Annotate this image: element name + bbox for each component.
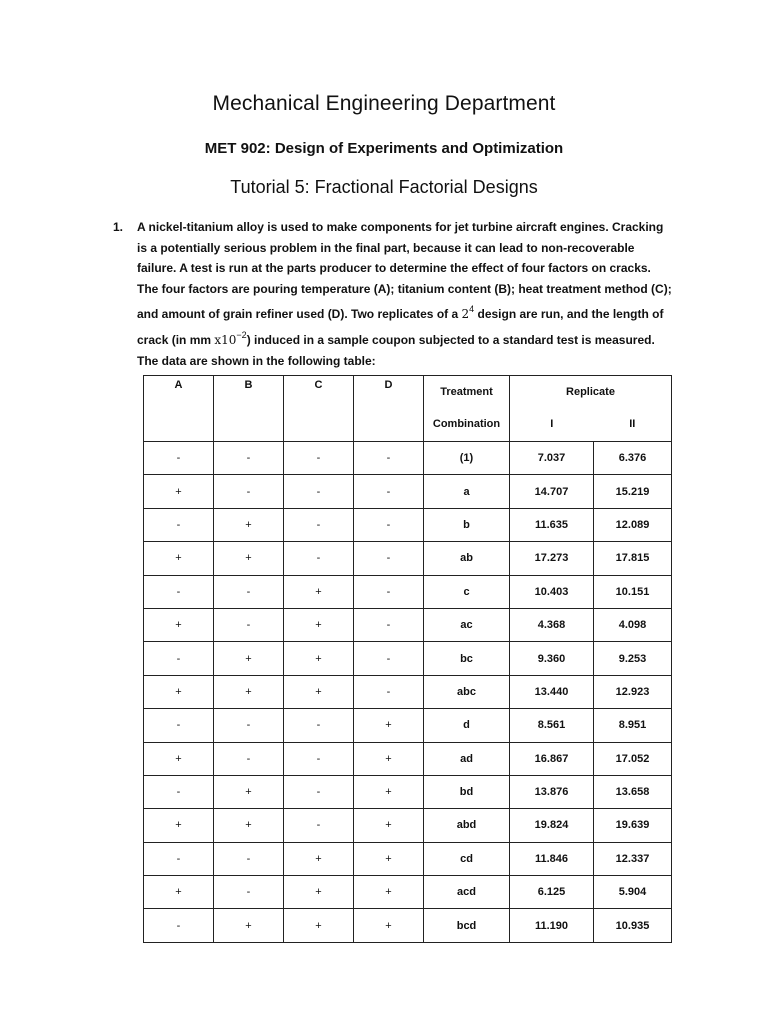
cell-d: - — [354, 575, 424, 608]
table-row — [144, 508, 672, 541]
cell-a: - — [144, 775, 214, 808]
cell-a: + — [144, 608, 214, 641]
cell-rep1: 11.190 — [510, 909, 594, 942]
cell-b: + — [214, 909, 284, 942]
cell-a: + — [144, 809, 214, 842]
cell-d: + — [354, 709, 424, 742]
table-row — [144, 709, 672, 742]
cell-c: - — [284, 742, 354, 775]
cell-a: + — [144, 542, 214, 575]
cell-b: + — [214, 542, 284, 575]
cell-rep1: 19.824 — [510, 809, 594, 842]
cell-a: - — [144, 642, 214, 675]
question-text-part3: ) induced in a sample coupon subjected to a standard test is measured. The data are shown in the following table: — [137, 332, 655, 368]
cell-rep2: 17.052 — [594, 742, 672, 775]
table-row — [144, 876, 672, 909]
cell-treatment: b — [424, 508, 510, 541]
cell-d: + — [354, 876, 424, 909]
cell-rep1: 11.635 — [510, 508, 594, 541]
cell-b: + — [214, 508, 284, 541]
cell-c: - — [284, 508, 354, 541]
cell-b: - — [214, 709, 284, 742]
col-header-combination: Combination — [424, 407, 510, 442]
cell-c: - — [284, 775, 354, 808]
cell-b: - — [214, 475, 284, 508]
cell-treatment: abc — [424, 675, 510, 708]
table-row — [144, 475, 672, 508]
cell-rep1: 9.360 — [510, 642, 594, 675]
cell-b: - — [214, 842, 284, 875]
cell-b: + — [214, 642, 284, 675]
cell-d: - — [354, 475, 424, 508]
cell-c: + — [284, 642, 354, 675]
cell-a: + — [144, 475, 214, 508]
cell-treatment: ad — [424, 742, 510, 775]
cell-treatment: (1) — [424, 442, 510, 475]
col-header-rep1: I — [510, 407, 594, 442]
table-row — [144, 542, 672, 575]
cell-c: + — [284, 876, 354, 909]
cell-d: + — [354, 842, 424, 875]
cell-rep2: 12.923 — [594, 675, 672, 708]
cell-rep2: 13.658 — [594, 775, 672, 808]
question-text-part2: design are run, and the length of crack (in mm — [137, 307, 664, 347]
col-header-d: D — [354, 376, 424, 442]
cell-b: - — [214, 742, 284, 775]
cell-c: + — [284, 608, 354, 641]
cell-c: + — [284, 575, 354, 608]
power-base: 2 — [461, 307, 470, 322]
cell-rep1: 17.273 — [510, 542, 594, 575]
cell-treatment: bd — [424, 775, 510, 808]
cell-rep1: 7.037 — [510, 442, 594, 475]
table-row — [144, 742, 672, 775]
col-header-a: A — [144, 376, 214, 442]
cell-rep1: 11.846 — [510, 842, 594, 875]
cell-a: + — [144, 876, 214, 909]
scale-factor: x10 — [214, 332, 237, 347]
cell-a: - — [144, 508, 214, 541]
question-text-part1: A nickel-titanium alloy is used to make components for jet turbine aircraft engines. Cracking is a potentially serious problem in the final part, because it can lead to non-recoverable failure. A test is run at the parts producer to determine the effect of four factors on cracks. The four factors are pouring temperature (A); titanium content (B); heat treatment method (C); and amount of grain refiner used (D). Two replicates of a — [137, 220, 672, 322]
table-row — [144, 775, 672, 808]
col-header-b: B — [214, 376, 284, 442]
cell-rep2: 6.376 — [594, 442, 672, 475]
cell-rep2: 4.098 — [594, 608, 672, 641]
cell-rep1: 13.876 — [510, 775, 594, 808]
cell-d: + — [354, 809, 424, 842]
cell-c: - — [284, 475, 354, 508]
cell-b: + — [214, 809, 284, 842]
table-row — [144, 642, 672, 675]
cell-a: - — [144, 575, 214, 608]
cell-b: + — [214, 775, 284, 808]
cell-treatment: ab — [424, 542, 510, 575]
table-row — [144, 842, 672, 875]
cell-a: - — [144, 842, 214, 875]
cell-c: + — [284, 675, 354, 708]
cell-d: - — [354, 675, 424, 708]
cell-treatment: acd — [424, 876, 510, 909]
cell-c: - — [284, 809, 354, 842]
power-exponent: 4 — [469, 304, 475, 315]
cell-rep2: 8.951 — [594, 709, 672, 742]
cell-d: + — [354, 775, 424, 808]
cell-b: - — [214, 575, 284, 608]
col-header-c: C — [284, 376, 354, 442]
table-row — [144, 809, 672, 842]
cell-d: + — [354, 742, 424, 775]
cell-treatment: bc — [424, 642, 510, 675]
cell-d: - — [354, 508, 424, 541]
cell-d: - — [354, 642, 424, 675]
table-row — [144, 675, 672, 708]
cell-rep1: 8.561 — [510, 709, 594, 742]
cell-d: + — [354, 909, 424, 942]
col-header-treatment: Treatment — [424, 376, 510, 408]
cell-a: - — [144, 909, 214, 942]
scale-exponent: −2 — [236, 329, 247, 340]
question-number: 1. — [113, 220, 124, 234]
cell-a: - — [144, 709, 214, 742]
cell-rep1: 4.368 — [510, 608, 594, 641]
cell-rep2: 10.151 — [594, 575, 672, 608]
cell-treatment: abd — [424, 809, 510, 842]
cell-c: - — [284, 442, 354, 475]
cell-rep2: 10.935 — [594, 909, 672, 942]
cell-rep1: 14.707 — [510, 475, 594, 508]
cell-treatment: ac — [424, 608, 510, 641]
cell-treatment: a — [424, 475, 510, 508]
col-header-rep2: II — [594, 407, 672, 442]
cell-rep2: 9.253 — [594, 642, 672, 675]
cell-a: + — [144, 742, 214, 775]
cell-rep2: 12.089 — [594, 508, 672, 541]
tutorial-title: Tutorial 5: Fractional Factorial Designs — [230, 177, 538, 197]
table-row — [144, 909, 672, 942]
data-table — [143, 375, 672, 943]
cell-rep2: 15.219 — [594, 475, 672, 508]
cell-treatment: cd — [424, 842, 510, 875]
question-text — [137, 217, 673, 371]
cell-rep1: 13.440 — [510, 675, 594, 708]
cell-rep2: 19.639 — [594, 809, 672, 842]
cell-c: + — [284, 909, 354, 942]
course-title: MET 902: Design of Experiments and Optimization — [204, 140, 564, 157]
cell-rep2: 12.337 — [594, 842, 672, 875]
table-row — [144, 608, 672, 641]
cell-b: + — [214, 675, 284, 708]
cell-rep1: 6.125 — [510, 876, 594, 909]
table-row — [144, 442, 672, 475]
cell-d: - — [354, 442, 424, 475]
cell-a: - — [144, 442, 214, 475]
cell-rep1: 16.867 — [510, 742, 594, 775]
cell-b: - — [214, 876, 284, 909]
cell-b: - — [214, 442, 284, 475]
cell-c: - — [284, 709, 354, 742]
cell-treatment: bcd — [424, 909, 510, 942]
cell-treatment: d — [424, 709, 510, 742]
table-body — [144, 442, 672, 943]
cell-rep2: 5.904 — [594, 876, 672, 909]
cell-treatment: c — [424, 575, 510, 608]
cell-a: + — [144, 675, 214, 708]
department-title: Mechanical Engineering Department — [212, 92, 556, 115]
col-header-replicate: Replicate — [510, 376, 672, 408]
cell-c: - — [284, 542, 354, 575]
cell-d: - — [354, 542, 424, 575]
cell-rep1: 10.403 — [510, 575, 594, 608]
cell-c: + — [284, 842, 354, 875]
cell-rep2: 17.815 — [594, 542, 672, 575]
cell-b: - — [214, 608, 284, 641]
cell-d: - — [354, 608, 424, 641]
table-row — [144, 575, 672, 608]
